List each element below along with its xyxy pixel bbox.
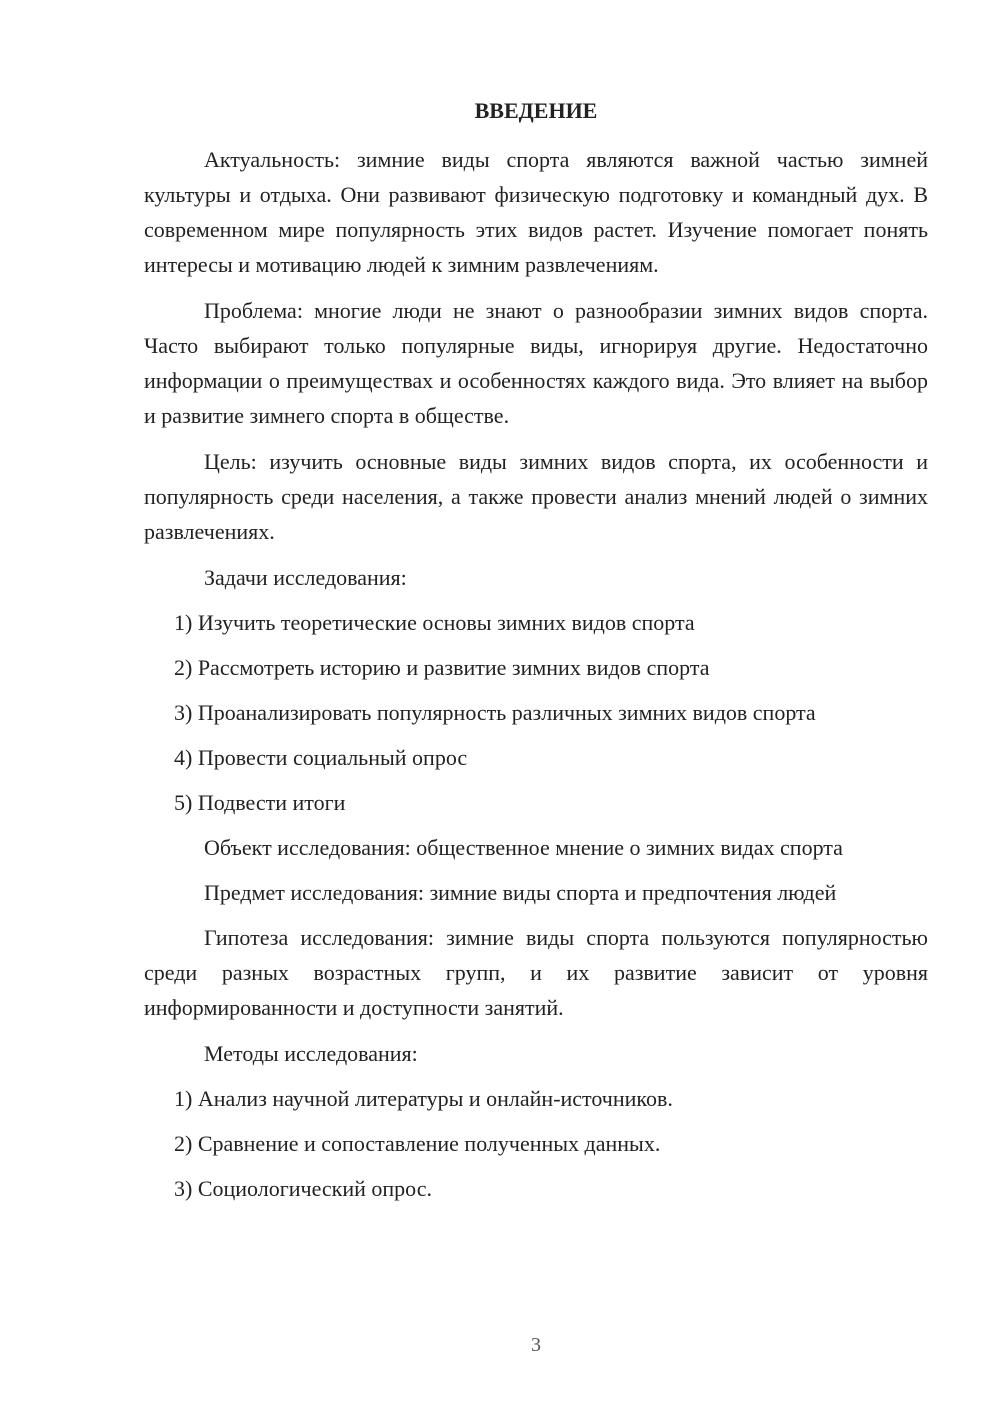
list-item: 3) Социологический опрос. [174,1176,432,1201]
list-item: 1) Изучить теоретические основы зимних видов спорта [174,610,695,635]
document-body [144,142,928,1216]
object-paragraph: Объект исследования: общественное мнение о зимних видах спорта [204,835,843,860]
methods-heading: Методы исследования: [204,1041,418,1066]
list-item: 4) Провести социальный опрос [174,745,468,770]
tasks-list [144,605,928,820]
tasks-heading: Задачи исследования: [204,565,407,590]
goal-paragraph: Цель: изучить основные виды зимних видов спорта, их особенности и популярность среди населения, а также провести анализ мнений людей о зимних развлечениях. [144,449,928,544]
list-item: 1) Анализ научной литературы и онлайн-источников. [174,1086,673,1111]
subject-paragraph: Предмет исследования: зимние виды спорта и предпочтения людей [204,880,837,905]
hypothesis-paragraph: Гипотеза исследования: зимние виды спорта пользуются популярностью среди разных возрастных групп, и их развитие зависит от уровня информированности и доступности занятий. [144,925,928,1020]
list-item: 3) Проанализировать популярность различных зимних видов спорта [174,700,816,725]
list-item: 2) Рассмотреть историю и развитие зимних видов спорта [174,655,710,680]
problem-paragraph: Проблема: многие люди не знают о разнообразии зимних видов спорта. Часто выбирают только популярные виды, игнорируя другие. Недостаточно информации о преимуществах и особенностях каждого вида. Это влияет на выбор и развитие зимнего спорта в обществе. [144,298,928,428]
relevance-paragraph: Актуальность: зимние виды спорта являются важной частью зимней культуры и отдыха. Они развивают физическую подготовку и командный дух. В современном мире популярность этих видов растет. Изучение помогает понять интересы и мотивацию людей к зимним развлечениям. [144,147,928,277]
list-item: 5) Подвести итоги [174,790,346,815]
page-title: ВВЕДЕНИЕ [474,98,598,123]
list-item: 2) Сравнение и сопоставление полученных данных. [174,1131,661,1156]
methods-list [144,1081,928,1206]
page-number: 3 [531,1334,541,1356]
